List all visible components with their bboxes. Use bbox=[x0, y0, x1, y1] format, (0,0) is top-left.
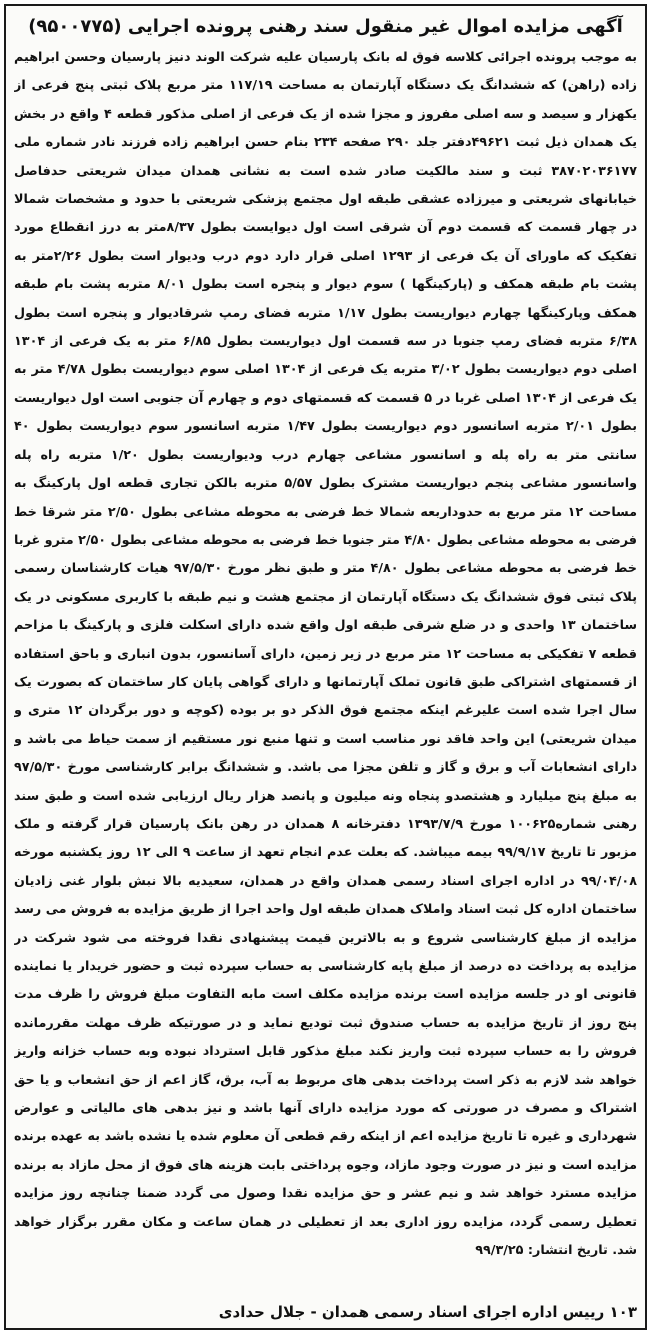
notice-body: به موجب پرونده اجرائی کلاسه فوق له بانک پارسیان علیه شرکت الوند دنیز پارسیان وحسن ابراهیم زاده (راهن) که ششدانگ یک دستگاه آپارتمان به مساحت ۱۱۷/۱۹ متر مربع پلاک ثبتی پنج فرعی از یکهزار و سیصد و سه اصلی مفروز و مجزا شده از یک فرعی از اصلی مذکور قطعه ۴ واقع در بخش یک همدان ذیل ثبت ۴۹۶۲۱دفتر جلد ۲۹۰ صفحه ۲۳۴ بنام حسن ابراهیم زاده فرزند نادر شماره ملی ۳۸۷۰۲۰۳۶۱۷۷ ثبت و سند مالکیت صادر شده است به نشانی همدان میدان شریعتی حدفاصل خیابانهای شریعتی و میرزاده عشقی طبقه اول مجتمع پزشکی شریعتی با حدود و مشخصات شمالا در چهار قسمت که قسمت دوم آن شرقی است اول دیوایست بطول ۸/۳۷متر به درز انقطاع مورد تفکیک که ماورای آن یک فرعی از ۱۲۹۳ اصلی قرار دارد دوم درب ودیوار است بطول ۲/۲۶متر به پشت بام طبقه همکف و (پارکینگها ) سوم دیوار و پنجره است بطول ۸/۰۱ متربه پشت بام طبقه همکف وپارکینگها چهارم دیواریست بطول ۱/۱۷ متربه فضای رمپ شرقادیوار و پنجره است بطول ۶/۳۸ متربه فضای رمپ جنوبا در سه قسمت اول دیواریست بطول ۶/۸۵ متر به یک فرعی از ۱۳۰۴ اصلی دوم دیواریست بطول ۳/۰۲ متربه یک فرعی از ۱۳۰۴ اصلی سوم دیواریست بطول ۴/۷۸ متر به یک فرعی از ۱۳۰۴ اصلی غربا در ۵ قسمت که قسمتهای دوم و چهارم آن جنوبی است اول دیواریست بطول ۲/۰۱ متربه اسانسور دوم دیواریست بطول ۱/۴۷ متربه اسانسور سوم دیواریست بطول ۴۰ سانتی متر به راه پله و اسانسور مشاعی چهارم درب ودیواریست بطول ۱/۲۰ متربه راه پله واسانسور مشاعی پنجم دیواریست مشترک بطول ۵/۵۷ متربه بالکن تجاری قطعه اول پارکینگ به مساحت ۱۲ متر مربع به حدوداربعه شمالا خط فرضی به محوطه مشاعی بطول ۲/۵۰ متر شرقا خط فرضی به محوطه مشاعی بطول ۴/۸۰ متر جنوبا خط فرضی به محوطه مشاعی بطول ۲/۵۰ مترو غربا خط فرضی به محوطه مشاعی بطول ۴/۸۰ متر و طبق نظر مورخ ۹۷/۵/۳۰ هیات کارشناسان رسمی پلاک ثبتی فوق ششدانگ یک دستگاه آپارتمان از مجتمع هشت و نیم طبقه با کاربری مسکونی در یک ساختمان ۱۳ واحدی و در ضلع شرقی طبقه اول واقع شده دارای اسکلت فلزی و پارکینگ با مزاحم قطعه ۷ تفکیکی به مساحت ۱۲ متر مربع در زیر زمین، دارای آسانسور، بدون انباری و باحق استفاده از قسمتهای اشتراکی طبق قانون تملک آپارتمانها و دارای گواهی پایان کار ساختمان که بصورت یک سال اجرا شده است علیرغم اینکه مجتمع فوق الذکر دو بر بوده (کوچه و دور برگردان ۱۲ متری و میدان شریعتی) این واحد فاقد نور مناسب است و تنها منبع نور مستقیم از سمت حیاط می باشد و دارای انشعابات آب و برق و گاز و تلفن مجزا می باشد. و ششدانگ برابر کارشناسی مورخ ۹۷/۵/۳۰ به مبلغ پنج میلیارد و هشتصدو پنجاه ونه میلیون و پانصد هزار ریال ارزیابی شده است و طبق سند رهنی شماره۱۰۰۶۲۵ مورخ ۱۳۹۳/۷/۹ دفترخانه ۸ همدان در رهن بانک پارسیان قرار گرفته و ملک مزبور تا تاریخ ۹۹/۹/۱۷ بیمه میباشد. که بعلت عدم انجام تعهد از ساعت ۹ الی ۱۲ روز یکشنبه مورخه ۹۹/۰۴/۰۸ در اداره اجرای اسناد رسمی همدان واقع در همدان، سعیدیه بالا نبش بلوار غنی زادیان ساختمان اداره کل ثبت اسناد واملاک همدان طبقه اول واحد اجرا از طریق مزایده به فروش می رسد مزایده از مبلغ کارشناسی شروع و به بالاترین قیمت پیشنهادی نقدا فروخته می شود شرکت در مزایده به پرداخت ده درصد از مبلغ پایه کارشناسی به حساب سپرده ثبت و حضور خریدار یا نماینده قانونی او در جلسه مزایده است برنده مزایده مکلف است مابه التفاوت مبلغ فروش را ظرف مدت پنج روز از تاریخ مزایده به حساب صندوق ثبت تودیع نماید و در صورتیکه ظرف مهلت مقررمانده فروش را به حساب سپرده ثبت واریز نکند مبلغ مذکور قابل استرداد نبوده وبه حساب خزانه واریز خواهد شد لازم به ذکر است پرداخت بدهی های مربوط به آب، برق، گاز اعم از حق انشعاب و یا حق اشتراک و مصرف در صورتی که مورد مزایده دارای آنها باشد و نیز بدهی های مالیاتی و عوارض شهرداری و غیره تا تاریخ مزایده اعم از اینکه رقم قطعی آن معلوم شده یا نشده باشد به عهده برنده مزایده است و نیز در صورت وجود مازاد، وجوه پرداختی بابت هزینه های فوق از محل مازاد به برنده مزایده مسترد خواهد شد و نیم عشر و حق مزایده نقدا وصول می گردد ضمنا چنانچه روز مزایده تعطیل رسمی گردد، مزایده روز اداری بعد از تعطیلی در همان ساعت و مکان مقرر برگزار خواهد شد. تاریخ انتشار: ۹۹/۳/۲۵ bbox=[14, 50, 637, 1259]
notice-signature: ۱۰۳ رییس اداره اجرای اسناد رسمی همدان - جلال حدادی bbox=[218, 1303, 637, 1321]
notice-frame bbox=[4, 4, 647, 1330]
notice-title: آگهی مزایده اموال غیر منقول سند رهنی پرونده اجرایی (۹۵۰۰۷۷۵) bbox=[28, 16, 623, 37]
